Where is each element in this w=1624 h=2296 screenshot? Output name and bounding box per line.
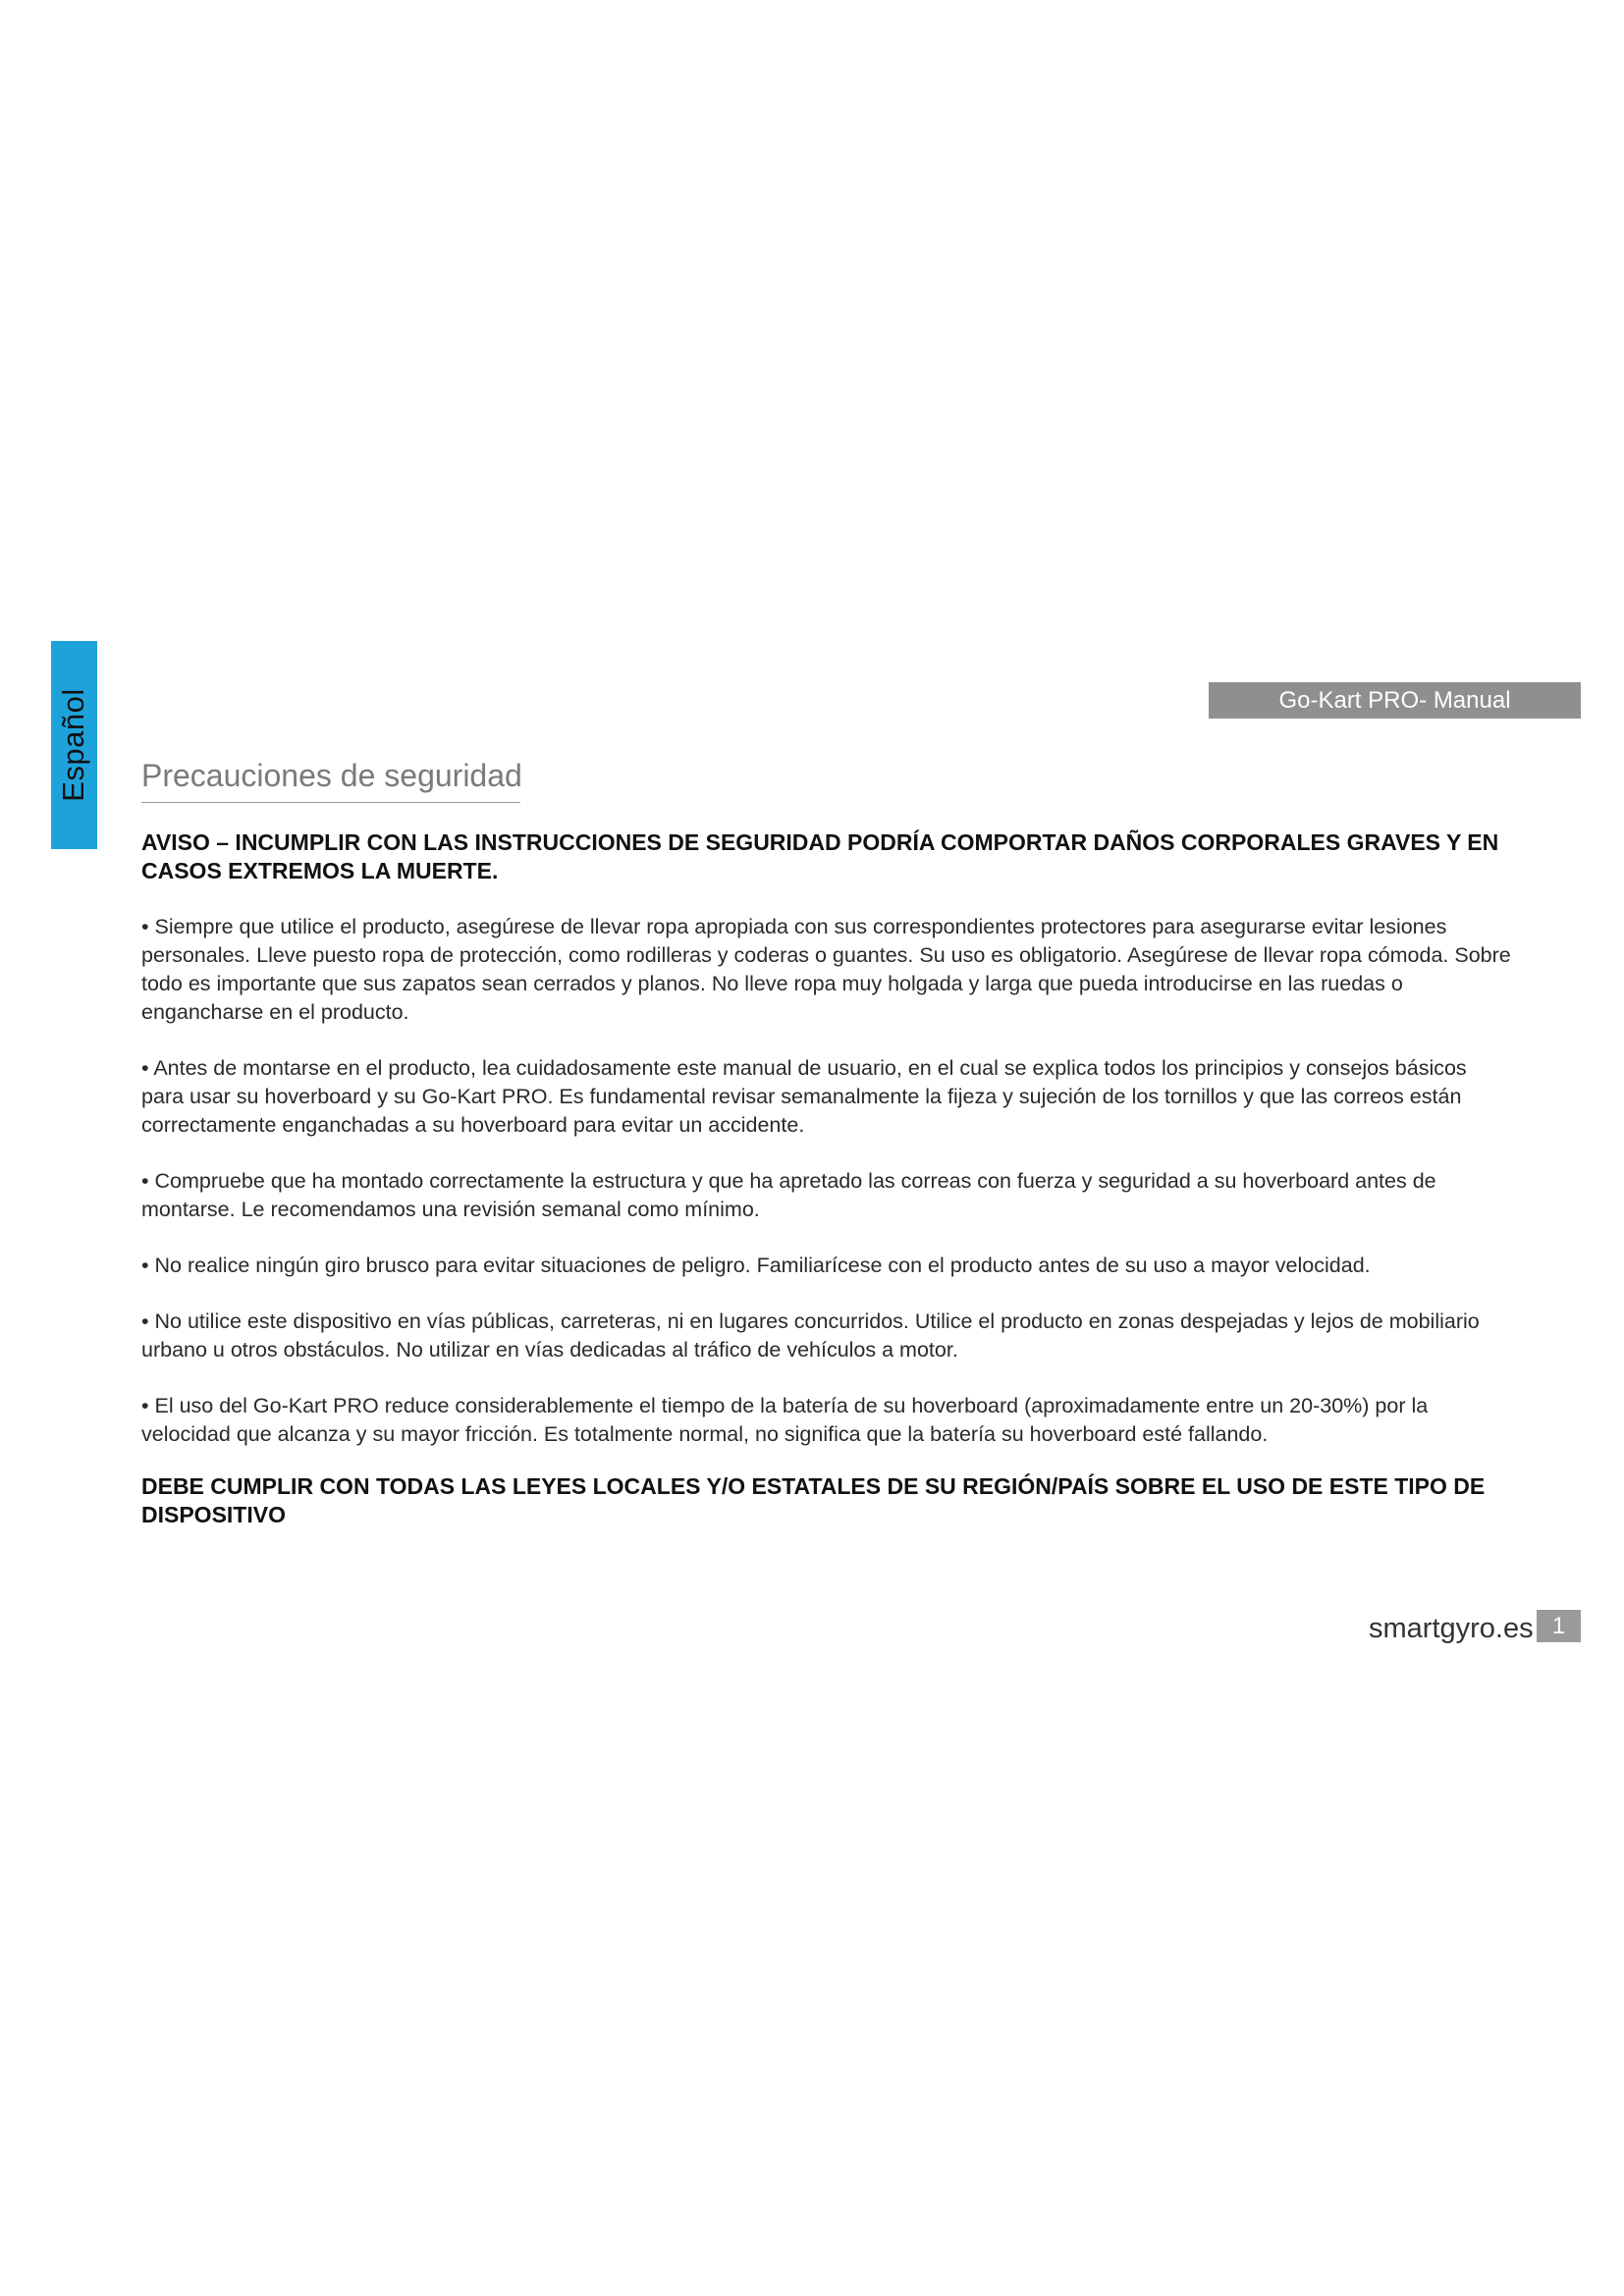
safety-paragraph-battery: • El uso del Go-Kart PRO reduce considerablemente el tiempo de la batería de su hoverboard (aproximadamente entre un 20-30%) por la velocidad que alcanza y su mayor fricción. Es totalmente normal, no significa que la batería su hoverboard esté fallando. — [141, 1394, 1429, 1446]
page-number: 1 — [1537, 1610, 1581, 1642]
language-tab-label: Español — [56, 688, 90, 802]
section-title-underline — [141, 802, 520, 803]
safety-paragraph-manual: • Antes de montarse en el producto, lea cuidadosamente este manual de usuario, en el cual se explica todos los principios y consejos básicos para usar su hoverboard y su Go-Kart PRO. Es fundamental revisar semanalmente la fijeza y sujeción de los tornillos y que las correos están correctamente enganchadas a su hoverboard para evitar un accidente. — [141, 1056, 1467, 1137]
section-title: Precauciones de seguridad — [141, 758, 522, 793]
website-footer: smartgyro.es — [1369, 1613, 1534, 1644]
safety-paragraph-structure: • Compruebe que ha montado correctamente la estructura y que ha apretado las correas con fuerza y seguridad a su hoverboard antes de montarse. Le recomendamos una revisión semanal como mínimo. — [141, 1169, 1436, 1221]
safety-warning: AVISO – INCUMPLIR CON LAS INSTRUCCIONES DE SEGURIDAD PODRÍA COMPORTAR DAÑOS CORPORALES GRAVES Y EN CASOS EXTREMOS LA MUERTE. — [141, 829, 1499, 883]
safety-paragraph-public-roads: • No utilice este dispositivo en vías públicas, carreteras, ni en lugares concurridos. Utilice el producto en zonas despejadas y lejos de mobiliario urbano u otros obstáculos. No utilizar en vías dedicadas al tráfico de vehículos a motor. — [141, 1309, 1480, 1362]
safety-content — [141, 828, 1511, 1529]
manual-title-bar: Go-Kart PRO- Manual — [1209, 682, 1581, 719]
legal-compliance-notice: DEBE CUMPLIR CON TODAS LAS LEYES LOCALES Y/O ESTATALES DE SU REGIÓN/PAÍS SOBRE EL USO DE ESTE TIPO DE DISPOSITIVO — [141, 1473, 1486, 1527]
safety-paragraph-clothing: • Siempre que utilice el producto, asegúrese de llevar ropa apropiada con sus correspondientes protectores para asegurarse evitar lesiones personales. Lleve puesto ropa de protección, como rodilleras y coderas o guantes. Su uso es obligatorio. Asegúrese de llevar ropa cómoda. Sobre todo es importante que sus zapatos sean cerrados y planos. No lleve ropa muy holgada y larga que pueda introducirse en las ruedas o engancharse en el producto. — [141, 915, 1511, 1024]
safety-paragraph-turns: • No realice ningún giro brusco para evitar situaciones de peligro. Familiarícese con el producto antes de su uso a mayor velocidad. — [141, 1254, 1371, 1277]
